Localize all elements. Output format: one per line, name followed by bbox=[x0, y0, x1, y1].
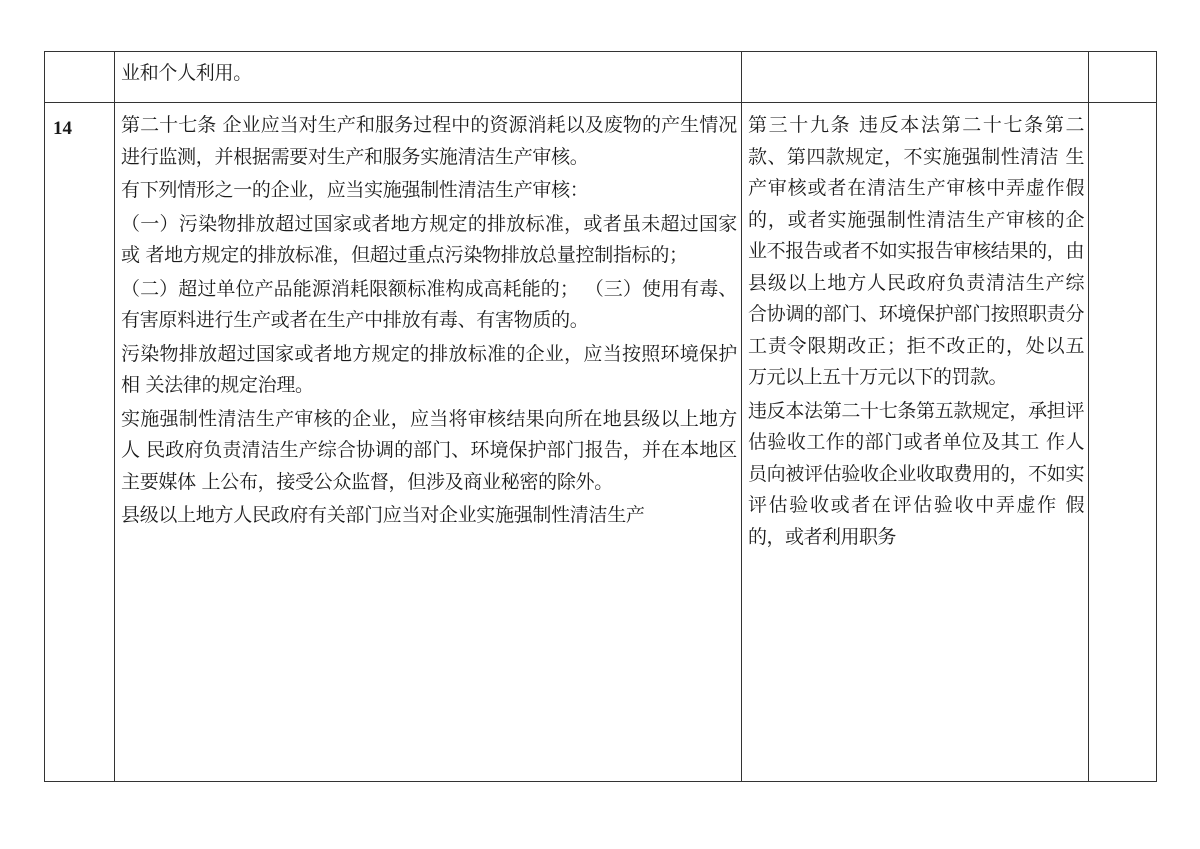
provision-cell bbox=[115, 103, 742, 782]
row-number-cell: 14 bbox=[45, 103, 115, 782]
penalty-cell bbox=[742, 103, 1089, 782]
note-cell bbox=[1089, 103, 1157, 782]
penalty-paragraph-article-39: 第三十九条 违反本法第二十七条第二款、第四款规定，不实施强制性清洁 生产审核或者在清洁生产审核中弄虚作假的，或者实施强制性清洁生产审核的企 业不报告或者不如实报告审核结果的，由县级以上地方人民政府负责清洁生产综 合协调的部门、环境保护部门按照职责分工责令限期改正；拒不改正的，处以五 万元以上五十万元以下的罚款。 bbox=[748, 114, 1084, 388]
provision-paragraph-treatment: 污染物排放超过国家或者地方规定的排放标准的企业，应当按照环境保护相 关法律的规定治理。 bbox=[121, 342, 737, 396]
provision-text: 业和个人利用。 bbox=[121, 62, 252, 84]
provision-paragraph-supervision: 县级以上地方人民政府有关部门应当对企业实施强制性清洁生产 bbox=[121, 504, 645, 526]
law-comparison-table bbox=[44, 51, 1157, 782]
penalty-cell bbox=[742, 52, 1089, 103]
penalty-paragraph-evaluation: 违反本法第二十七条第五款规定，承担评估验收工作的部门或者单位及其工 作人员向被评估验收企业收取费用的，不如实评估验收或者在评估验收中弄虚作 假的，或者利用职务 bbox=[748, 399, 1084, 548]
provision-paragraph-items-2-3: （二）超过单位产品能源消耗限额标准构成高耗能的； （三）使用有毒、有害原料进行生产或者在生产中排放有毒、有害物质的。 bbox=[121, 277, 737, 331]
table-row-14 bbox=[45, 103, 1157, 782]
note-cell bbox=[1089, 52, 1157, 103]
table-row-continuation bbox=[45, 52, 1157, 103]
row-number-cell bbox=[45, 52, 115, 103]
provision-paragraph-mandatory-audit: 有下列情形之一的企业，应当实施强制性清洁生产审核： bbox=[121, 179, 589, 201]
provision-paragraph-item-1: （一）污染物排放超过国家或者地方规定的排放标准，或者虽未超过国家或 者地方规定的排放标准，但超过重点污染物排放总量控制指标的； bbox=[121, 212, 737, 266]
provision-paragraph-report: 实施强制性清洁生产审核的企业，应当将审核结果向所在地县级以上地方人 民政府负责清洁生产综合协调的部门、环境保护部门报告，并在本地区主要媒体 上公布，接受公众监督，但涉及商业秘密的除外。 bbox=[121, 407, 737, 493]
provision-paragraph-article-27: 第二十七条 企业应当对生产和服务过程中的资源消耗以及废物的产生情况 进行监测，并根据需要对生产和服务实施清洁生产审核。 bbox=[121, 114, 737, 168]
provision-cell bbox=[115, 52, 742, 103]
